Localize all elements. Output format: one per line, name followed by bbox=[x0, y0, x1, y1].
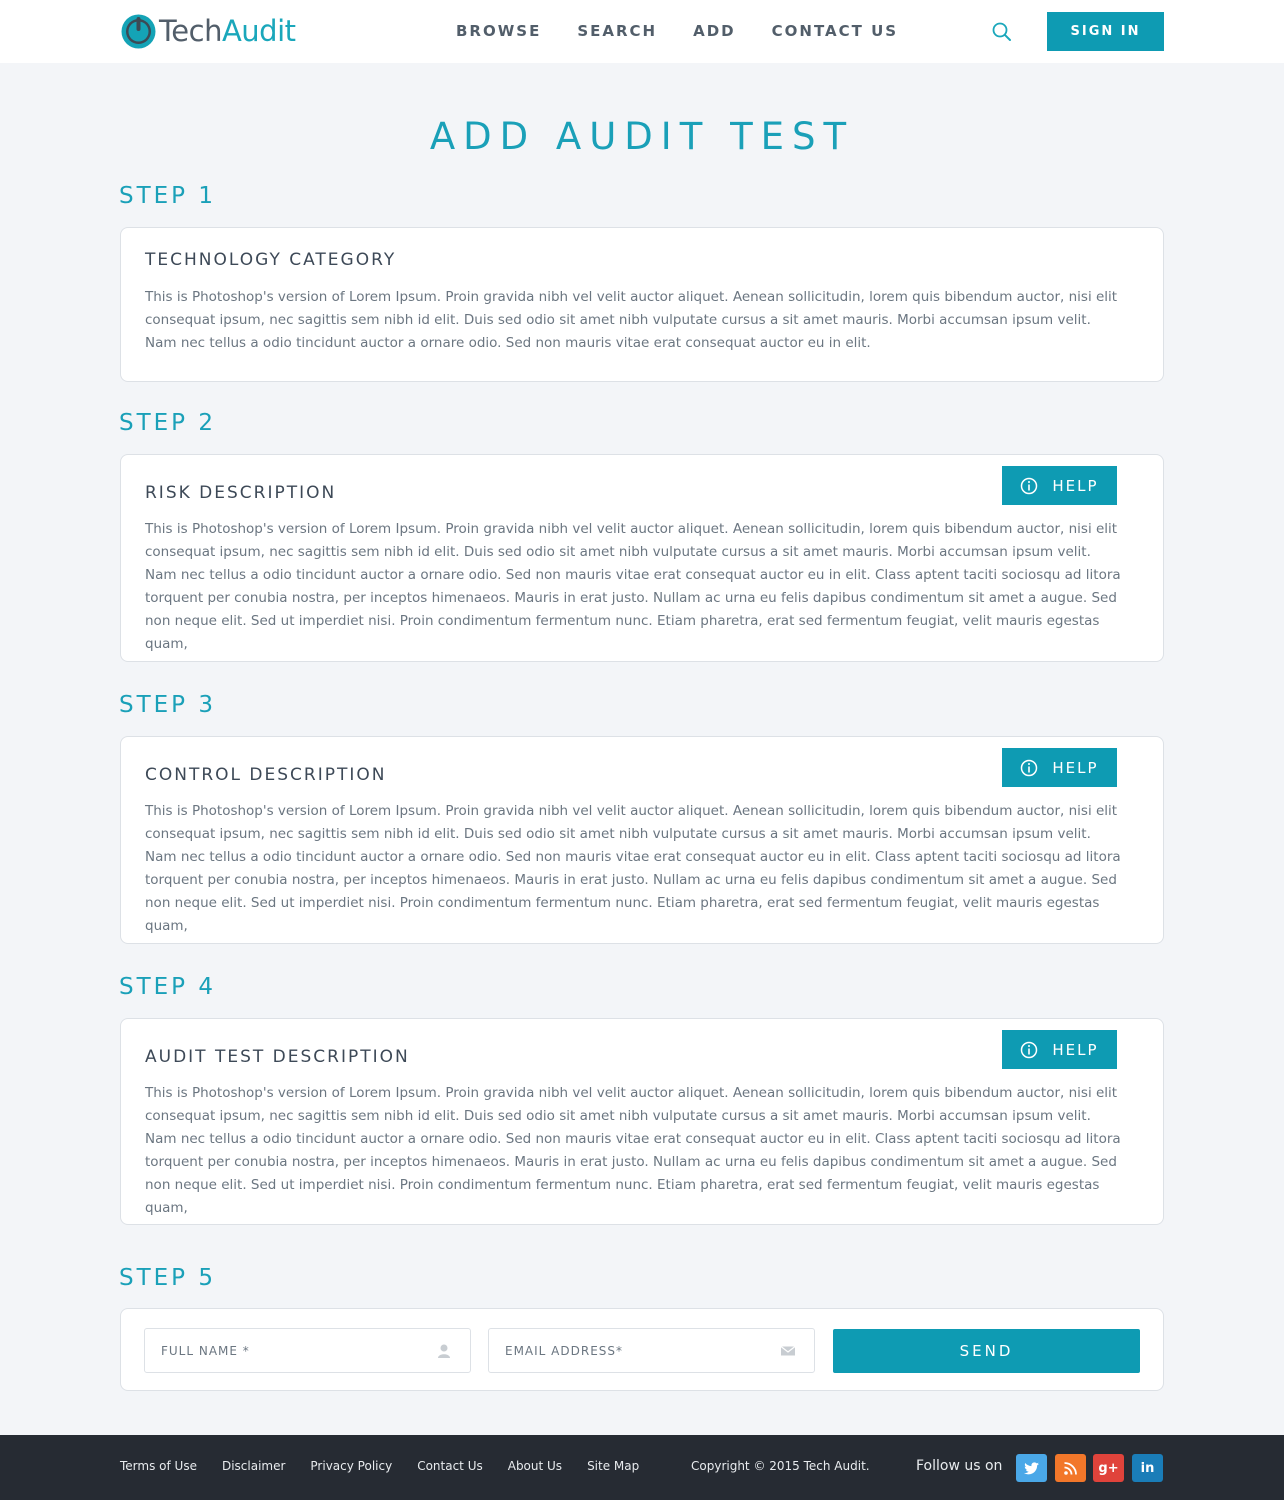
control-description-title: CONTROL DESCRIPTION bbox=[145, 765, 387, 785]
info-icon bbox=[1020, 759, 1038, 777]
rss-feed-icon bbox=[1064, 1462, 1077, 1475]
user-icon bbox=[436, 1343, 452, 1359]
nav-search[interactable]: SEARCH bbox=[577, 22, 658, 40]
step-4-card bbox=[120, 1018, 1164, 1225]
risk-description-text: This is Photoshop's version of Lorem Ipsum. Proin gravida nibh vel velit auctor aliquet. Aenean sollicitudin, lorem quis bibendum auctor, nisi elit consequat ipsum, nec sagittis sem nibh id elit. Duis sed odio sit amet nibh vulputate cursus a sit amet mauris. Morbi accumsan ipsum velit. Nam nec tellus a odio tincidunt auctor a ornare odio. Sed non mauris vitae erat consequat auctor eu in elit. Class aptent taciti sociosqu ad litora torquent per conubia nostra, per inceptos himenaeos. Mauris in erat justo. Nullam ac urna eu felis dapibus condimentum sit amet a augue. Sed non neque elit. Sed ut imperdiet nisi. Proin condimentum fermentum nunc. Etiam pharetra, erat sed fermentum feugiat, velit mauris egestas quam, bbox=[145, 521, 1121, 652]
info-icon bbox=[1020, 477, 1038, 495]
help-label: HELP bbox=[1052, 1040, 1099, 1059]
footer-link-about[interactable]: About Us bbox=[507, 1459, 563, 1473]
footer-link-sitemap[interactable]: Site Map bbox=[587, 1459, 640, 1473]
footer-links bbox=[120, 1459, 664, 1473]
linkedin-glyph: in bbox=[1140, 1460, 1155, 1476]
twitter-icon[interactable] bbox=[1016, 1454, 1047, 1482]
email-input[interactable] bbox=[489, 1329, 814, 1372]
logo[interactable] bbox=[120, 12, 296, 50]
send-button[interactable]: SEND bbox=[833, 1329, 1140, 1373]
logo-text-tech: Tech bbox=[159, 14, 222, 48]
step-1-card bbox=[120, 227, 1164, 382]
risk-help-button[interactable] bbox=[1002, 466, 1117, 505]
info-icon bbox=[1020, 1041, 1038, 1059]
step-3-card bbox=[120, 736, 1164, 944]
nav-browse[interactable]: BROWSE bbox=[456, 22, 542, 40]
twitter-bird-icon bbox=[1024, 1462, 1039, 1475]
google-plus-glyph: g+ bbox=[1098, 1460, 1119, 1476]
audit-test-description-text: This is Photoshop's version of Lorem Ipsum. Proin gravida nibh vel velit auctor aliquet. Aenean sollicitudin, lorem quis bibendum auctor, nisi elit consequat ipsum, nec sagittis sem nibh id elit. Duis sed odio sit amet nibh vulputate cursus a sit amet mauris. Morbi accumsan ipsum velit. Nam nec tellus a odio tincidunt auctor a ornare odio. Sed non mauris vitae erat consequat auctor eu in elit. Class aptent taciti sociosqu ad litora torquent per conubia nostra, per inceptos himenaeos. Mauris in erat justo. Nullam ac urna eu felis dapibus condimentum sit amet a augue. Sed non neque elit. Sed ut imperdiet nisi. Proin condimentum fermentum nunc. Etiam pharetra, erat sed fermentum feugiat, velit mauris egestas quam, bbox=[145, 1085, 1121, 1216]
risk-description-title: RISK DESCRIPTION bbox=[145, 483, 337, 503]
step-2-card bbox=[120, 454, 1164, 662]
site-footer bbox=[0, 1435, 1284, 1500]
logo-text-audit: Audit bbox=[221, 14, 296, 48]
step-5-heading: STEP 5 bbox=[119, 1265, 216, 1291]
main-nav bbox=[456, 22, 934, 40]
step-4-heading: STEP 4 bbox=[119, 974, 216, 1000]
logo-text bbox=[159, 14, 296, 48]
footer-link-disclaimer[interactable]: Disclaimer bbox=[221, 1459, 286, 1473]
footer-link-terms[interactable]: Terms of Use bbox=[120, 1459, 197, 1473]
help-label: HELP bbox=[1052, 758, 1099, 777]
footer-link-privacy[interactable]: Privacy Policy bbox=[310, 1459, 393, 1473]
step-3-heading: STEP 3 bbox=[119, 692, 216, 718]
search-icon[interactable] bbox=[991, 21, 1013, 43]
control-description-text: This is Photoshop's version of Lorem Ipsum. Proin gravida nibh vel velit auctor aliquet. Aenean sollicitudin, lorem quis bibendum auctor, nisi elit consequat ipsum, nec sagittis sem nibh id elit. Duis sed odio sit amet nibh vulputate cursus a sit amet mauris. Morbi accumsan ipsum velit. Nam nec tellus a odio tincidunt auctor a ornare odio. Sed non mauris vitae erat consequat auctor eu in elit. Class aptent taciti sociosqu ad litora torquent per conubia nostra, per inceptos himenaeos. Mauris in erat justo. Nullam ac urna eu felis dapibus condimentum sit amet a augue. Sed non neque elit. Sed ut imperdiet nisi. Proin condimentum fermentum nunc. Etiam pharetra, erat sed fermentum feugiat, velit mauris egestas quam, bbox=[145, 803, 1121, 934]
power-logo-icon bbox=[120, 13, 157, 50]
linkedin-icon[interactable] bbox=[1132, 1454, 1163, 1482]
control-help-button[interactable] bbox=[1002, 748, 1117, 787]
full-name-field-wrapper bbox=[144, 1328, 471, 1373]
step-5-card bbox=[120, 1308, 1164, 1391]
sign-in-button[interactable]: SIGN IN bbox=[1047, 12, 1164, 51]
full-name-input[interactable] bbox=[145, 1329, 470, 1372]
google-plus-icon[interactable] bbox=[1093, 1454, 1124, 1482]
help-label: HELP bbox=[1052, 476, 1099, 495]
audit-test-description-title: AUDIT TEST DESCRIPTION bbox=[145, 1047, 410, 1067]
footer-link-contact[interactable]: Contact Us bbox=[417, 1459, 483, 1473]
technology-category-text: This is Photoshop's version of Lorem Ipsum. Proin gravida nibh vel velit auctor aliquet. Aenean sollicitudin, lorem quis bibendum auctor, nisi elit consequat ipsum, nec sagittis sem nibh id elit. Duis sed odio sit amet nibh vulputate cursus a sit amet mauris. Morbi accumsan ipsum velit. Nam nec tellus a odio tincidunt auctor a ornare odio. Sed non mauris vitae erat consequat auctor eu in elit. bbox=[145, 289, 1118, 351]
site-header bbox=[0, 0, 1284, 63]
step-1-heading: STEP 1 bbox=[119, 183, 216, 209]
nav-contact-us[interactable]: CONTACT US bbox=[771, 22, 899, 40]
envelope-icon bbox=[780, 1343, 796, 1359]
follow-us-label: Follow us on bbox=[916, 1458, 1003, 1474]
nav-add[interactable]: ADD bbox=[693, 22, 736, 40]
step-2-heading: STEP 2 bbox=[119, 410, 216, 436]
email-field-wrapper bbox=[488, 1328, 815, 1373]
copyright: Copyright © 2015 Tech Audit. bbox=[691, 1459, 870, 1473]
rss-icon[interactable] bbox=[1055, 1454, 1086, 1482]
audit-test-help-button[interactable] bbox=[1002, 1030, 1117, 1069]
technology-category-title: TECHNOLOGY CATEGORY bbox=[145, 250, 397, 270]
page-title: ADD AUDIT TEST bbox=[429, 115, 855, 158]
